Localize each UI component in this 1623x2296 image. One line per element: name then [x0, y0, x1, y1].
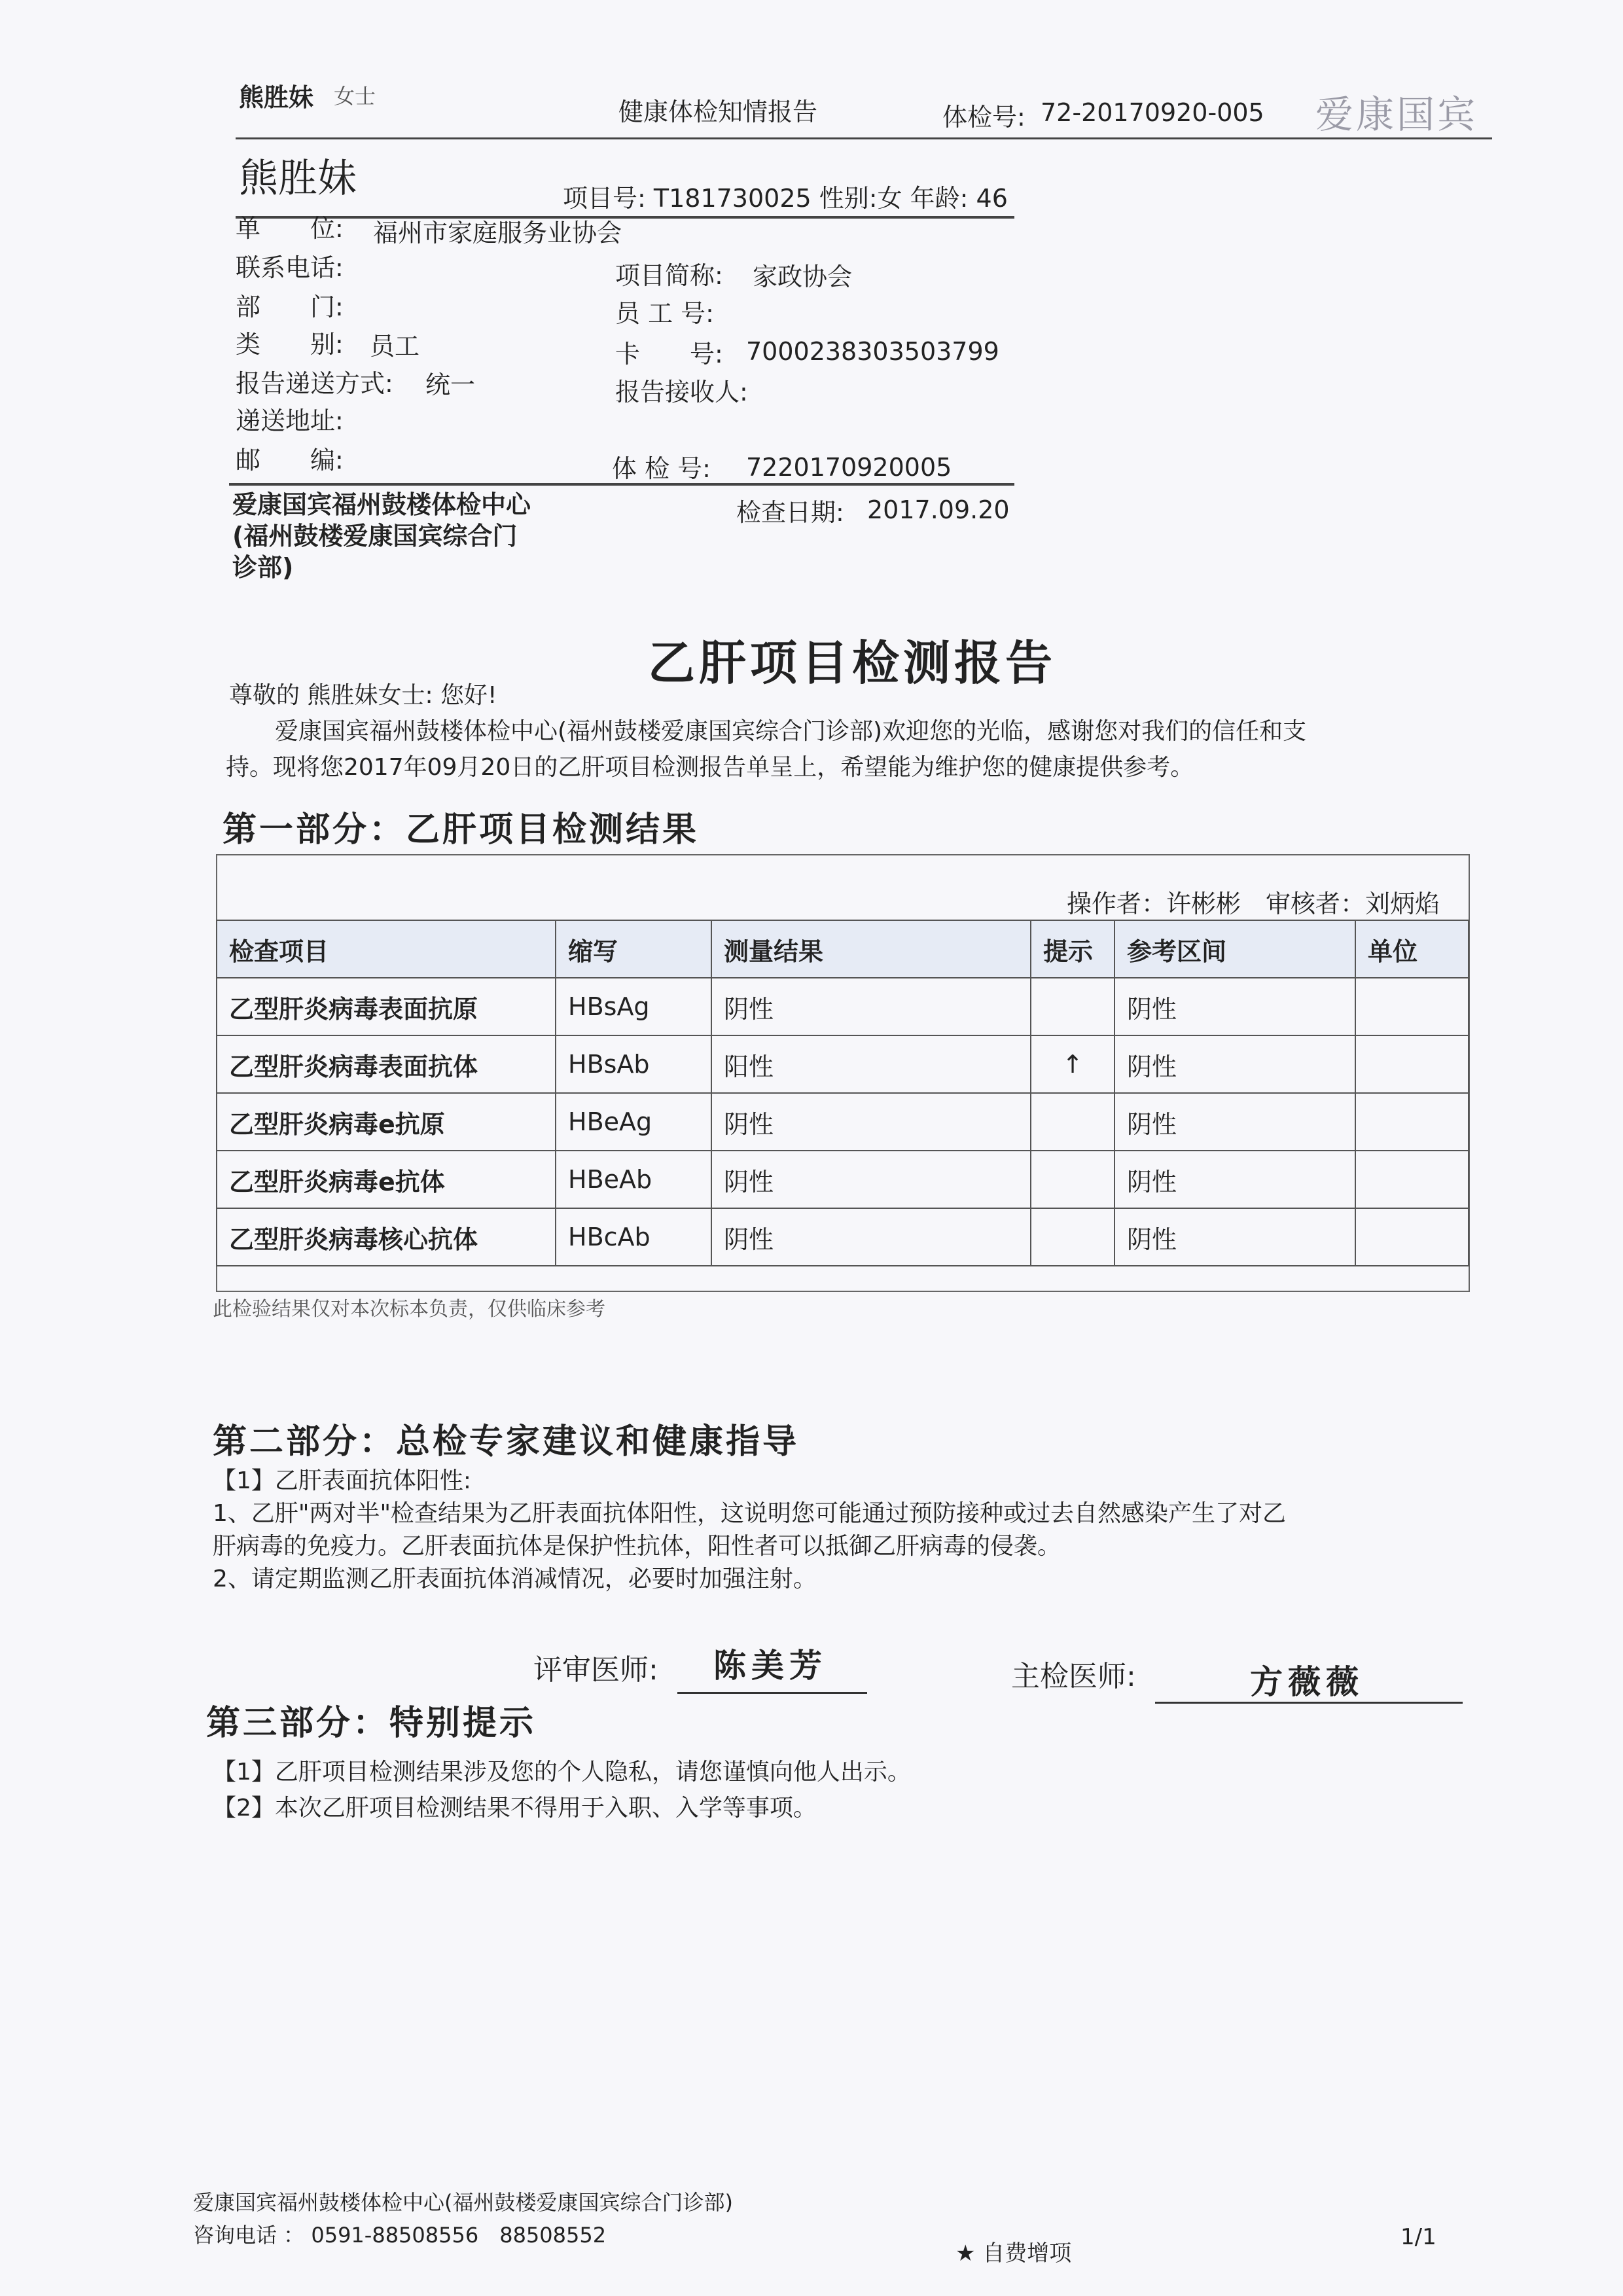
table-row — [217, 1093, 1469, 1151]
staff-line: 操作者：许彬彬 审核者：刘炳焰 — [1067, 889, 1440, 918]
project-line: 项目号: T181730025 性别:女 年龄: 46 — [563, 184, 1008, 213]
center-line-1: 爱康国宾福州鼓楼体检中心 — [232, 490, 531, 519]
footer-page-number: 1/1 — [1400, 2224, 1436, 2250]
intro-line-1: 爱康国宾福州鼓楼体检中心(福州鼓楼爱康国宾综合门诊部)欢迎您的光临，感谢您对我们的信任和支 — [275, 718, 1307, 745]
part2-line-2: 肝病毒的免疫力。乙肝表面抗体是保护性抗体，阳性者可以抵御乙肝病毒的侵袭。 — [213, 1533, 1061, 1560]
reviewer-signature-line — [677, 1692, 867, 1694]
col-ref: 参考区间 — [1115, 920, 1355, 978]
table-row — [217, 1208, 1469, 1266]
header-patient-name: 熊胜妹 — [239, 83, 314, 112]
row-ref: 阴性 — [1115, 1093, 1355, 1151]
table-row — [217, 1035, 1469, 1093]
part2-line-1: 1、乙肝"两对半"检查结果为乙肝表面抗体阳性，这说明您可能通过预防接种或过去自然感染产生了对乙 — [213, 1500, 1287, 1527]
results-table — [216, 920, 1469, 1266]
header-exam-no: 72-20170920-005 — [1041, 98, 1264, 127]
row-unit — [1355, 1208, 1469, 1266]
exam-no-label: 体 检 号: — [612, 454, 711, 483]
results-note: 此检验结果仅对本次标本负责，仅供临床参考 — [213, 1298, 605, 1321]
row-flag — [1031, 1151, 1115, 1208]
unit-value: 福州市家庭服务业协会 — [373, 219, 622, 247]
project-name-value: 家政协会 — [753, 262, 853, 291]
col-flag: 提示 — [1031, 920, 1115, 978]
part2-item-title: 【1】乙肝表面抗体阳性: — [213, 1467, 472, 1494]
footer-self-pay: ★ 自费增项 — [955, 2240, 1072, 2267]
address-label: 递送地址: — [236, 406, 344, 435]
row-unit — [1355, 978, 1469, 1035]
part2-line-3: 2、请定期监测乙肝表面抗体消减情况，必要时加强注射。 — [213, 1566, 817, 1592]
reviewer-label: 评审医师: — [533, 1653, 658, 1687]
row-unit — [1355, 1151, 1469, 1208]
table-row — [217, 978, 1469, 1035]
row-ref: 阴性 — [1115, 1151, 1355, 1208]
row-item: 乙型肝炎病毒核心抗体 — [217, 1208, 556, 1266]
delivery-label: 报告递送方式: — [236, 369, 393, 398]
row-flag — [1031, 1208, 1115, 1266]
row-abbr: HBcAb — [556, 1208, 711, 1266]
receiver-label: 报告接收人: — [615, 378, 748, 406]
greeting: 尊敬的 熊胜妹女士: 您好! — [229, 682, 497, 709]
category-label: 类 别: — [236, 330, 344, 359]
row-abbr: HBsAg — [556, 978, 711, 1035]
date-value: 2017.09.20 — [867, 495, 1010, 524]
part1-heading: 第一部分：乙肝项目检测结果 — [223, 810, 700, 850]
header-rule — [236, 137, 1492, 139]
part3-heading: 第三部分：特别提示 — [206, 1703, 537, 1743]
patient-rule — [236, 216, 1014, 219]
center-line-2: (福州鼓楼爱康国宾综合门 — [232, 522, 518, 550]
chief-signature: 方薇薇 — [1250, 1662, 1364, 1701]
row-item: 乙型肝炎病毒e抗原 — [217, 1093, 556, 1151]
header-report-type: 健康体检知情报告 — [618, 98, 818, 126]
col-result: 测量结果 — [711, 920, 1031, 978]
exam-no-value: 7220170920005 — [746, 453, 952, 482]
row-result: 阴性 — [711, 1093, 1031, 1151]
row-ref: 阴性 — [1115, 978, 1355, 1035]
row-unit — [1355, 1093, 1469, 1151]
col-unit: 单位 — [1355, 920, 1469, 978]
chief-signature-line — [1155, 1702, 1463, 1704]
category-value: 员工 — [370, 332, 420, 361]
results-header-row — [217, 920, 1469, 978]
row-abbr: HBsAb — [556, 1035, 711, 1093]
card-label: 卡 号: — [615, 340, 723, 368]
postcode-label: 邮 编: — [236, 446, 344, 475]
footer-center: 爱康国宾福州鼓楼体检中心(福州鼓楼爱康国宾综合门诊部) — [193, 2190, 733, 2215]
table-row — [217, 1151, 1469, 1208]
part2-heading: 第二部分：总检专家建议和健康指导 — [213, 1422, 800, 1462]
project-name-label: 项目简称: — [615, 261, 723, 290]
part3-line-1: 【1】乙肝项目检测结果涉及您的个人隐私，请您谨慎向他人出示。 — [213, 1759, 911, 1785]
unit-label: 单 位: — [236, 214, 344, 243]
brand-logo: 爱康国宾 — [1315, 92, 1478, 137]
phone-label: 联系电话: — [236, 253, 344, 282]
row-item: 乙型肝炎病毒表面抗原 — [217, 978, 556, 1035]
center-line-3: 诊部) — [232, 553, 294, 582]
row-abbr: HBeAg — [556, 1093, 711, 1151]
header-title-suffix: 女士 — [334, 84, 376, 109]
report-title: 乙肝项目检测报告 — [648, 635, 1057, 691]
row-flag — [1031, 978, 1115, 1035]
patient-name-large: 熊胜妹 — [239, 156, 357, 202]
col-item: 检查项目 — [217, 920, 556, 978]
header-exam-no-label: 体检号: — [942, 103, 1026, 132]
employee-no-label: 员 工 号: — [615, 299, 714, 328]
row-result: 阴性 — [711, 978, 1031, 1035]
row-result: 阳性 — [711, 1035, 1031, 1093]
col-abbr: 缩写 — [556, 920, 711, 978]
row-unit — [1355, 1035, 1469, 1093]
chief-label: 主检医师: — [1011, 1660, 1136, 1693]
row-item: 乙型肝炎病毒e抗体 — [217, 1151, 556, 1208]
row-result: 阴性 — [711, 1151, 1031, 1208]
reviewer-signature: 陈美芳 — [713, 1646, 827, 1685]
card-value: 7000238303503799 — [746, 337, 999, 366]
intro-line-2: 持。现将您2017年09月20日的乙肝项目检测报告单呈上，希望能为维护您的健康提供参考。 — [226, 754, 1194, 781]
row-flag: ↑ — [1031, 1035, 1115, 1093]
row-ref: 阴性 — [1115, 1208, 1355, 1266]
row-result: 阴性 — [711, 1208, 1031, 1266]
row-item: 乙型肝炎病毒表面抗体 — [217, 1035, 556, 1093]
row-ref: 阴性 — [1115, 1035, 1355, 1093]
row-flag — [1031, 1093, 1115, 1151]
date-label: 检查日期: — [736, 498, 844, 527]
dept-label: 部 门: — [236, 293, 344, 321]
part3-line-2: 【2】本次乙肝项目检测结果不得用于入职、入学等事项。 — [213, 1795, 817, 1821]
row-abbr: HBeAb — [556, 1151, 711, 1208]
footer-phone: 咨询电话 ： 0591-88508556 88508552 — [193, 2223, 607, 2248]
delivery-value: 统一 — [425, 370, 476, 399]
